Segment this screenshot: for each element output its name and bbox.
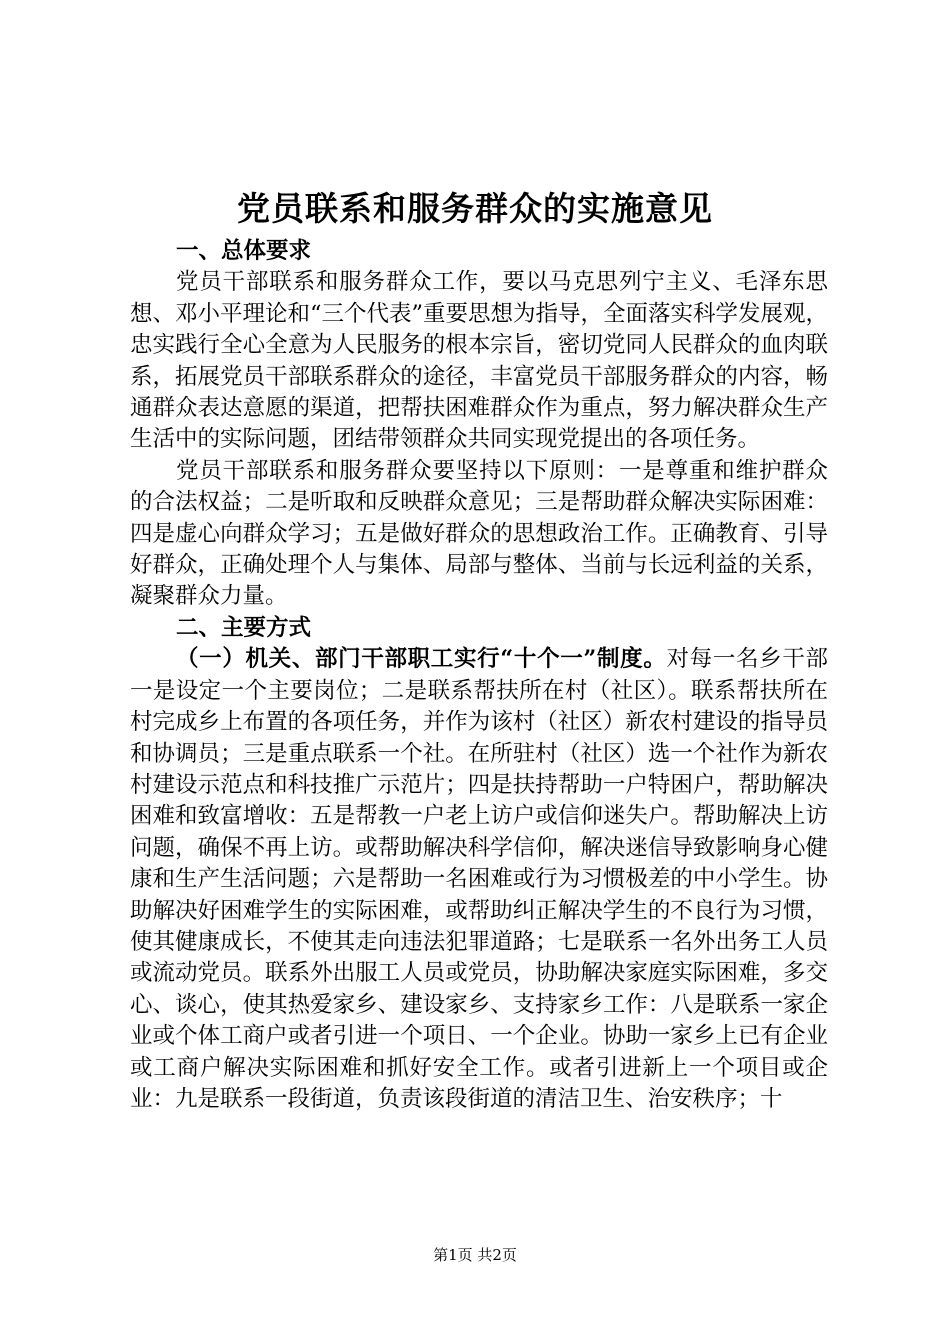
page-number-footer: 第1页 共2页 [433,1246,517,1264]
paragraph-body-ten-ones-system: 对每一名乡干部一是设定一个主要岗位；二是联系帮扶所在村（社区）。联系帮扶所在村完成乡上布置的各项任务，并作为该村（社区）新农村建设的指导员和协调员；三是重点联系一个社。在所驻村（社区）选一个社作为新农村建设示范点和科技推广示范片；四是扶持帮助一户特困户，帮助解决困难和致富增收：五是帮教一户老上访户或信仰迷失户。帮助解决上访问题，确保不再上访。或帮助解决科学信仰，解决迷信导致影响身心健康和生产生活问题；六是帮助一名困难或行为习惯极差的中小学生。协助解决好困难学生的实际困难，或帮助纠正解决学生的不良行为习惯，使其健康成长，不使其走向违法犯罪道路；七是联系一名外出务工人员或流动党员。联系外出服工人员或党员，协助解决家庭实际困难，多交心、谈心，使其热爱家乡、建设家乡、支持家乡工作：八是联系一家企业或个体工商户或者引进一个项日、一个企业。协助一家乡上已有企业或工商户解决实际困难和抓好安全工作。或者引进新上一个项目或企业：九是联系一段街道，负责该段街道的清洁卫生、治安秩序；十 [130,646,828,1112]
section-heading-general-requirements: 一、总体要求 [176,238,312,264]
section-heading-main-methods: 二、主要方式 [176,614,312,641]
paragraph-general-requirements-2: 党员干部联系和服务群众要坚持以下原则：一是尊重和维护群众的合法权益；二是听取和反映群众意见；三是帮助群众解决实际困难：四是虚心向群众学习；五是做好群众的思想政治工作。正确教育、引导好群众，正确处理个人与集体、局部与整体、当前与长远利益的关系，凝聚群众力量。 [130,457,828,610]
paragraph-general-requirements-1: 党员干部联系和服务群众工作，要以马克思列宁主义、毛泽东思想、邓小平理论和“三个代表”重要思想为指导，全面落实科学发展观，忠实践行全心全意为人民服务的根本宗旨，密切党同人民群众的血肉联系，拓展党员干部联系群众的途径，丰富党员干部服务群众的内容，畅通群众表达意愿的渠道，把帮扶困难群众作为重点，努力解决群众生产生活中的实际问题，团结带领群众共同实现党提出的各项任务。 [130,269,829,453]
document-body [130,236,828,1115]
paragraph-lead-ten-ones-system: （一）机关、部门干部职工实行“十个一”制度。 [176,646,667,673]
paragraph-main-methods-1 [130,644,828,1115]
document-title: 党员联系和服务群众的实施意见 [237,189,713,228]
